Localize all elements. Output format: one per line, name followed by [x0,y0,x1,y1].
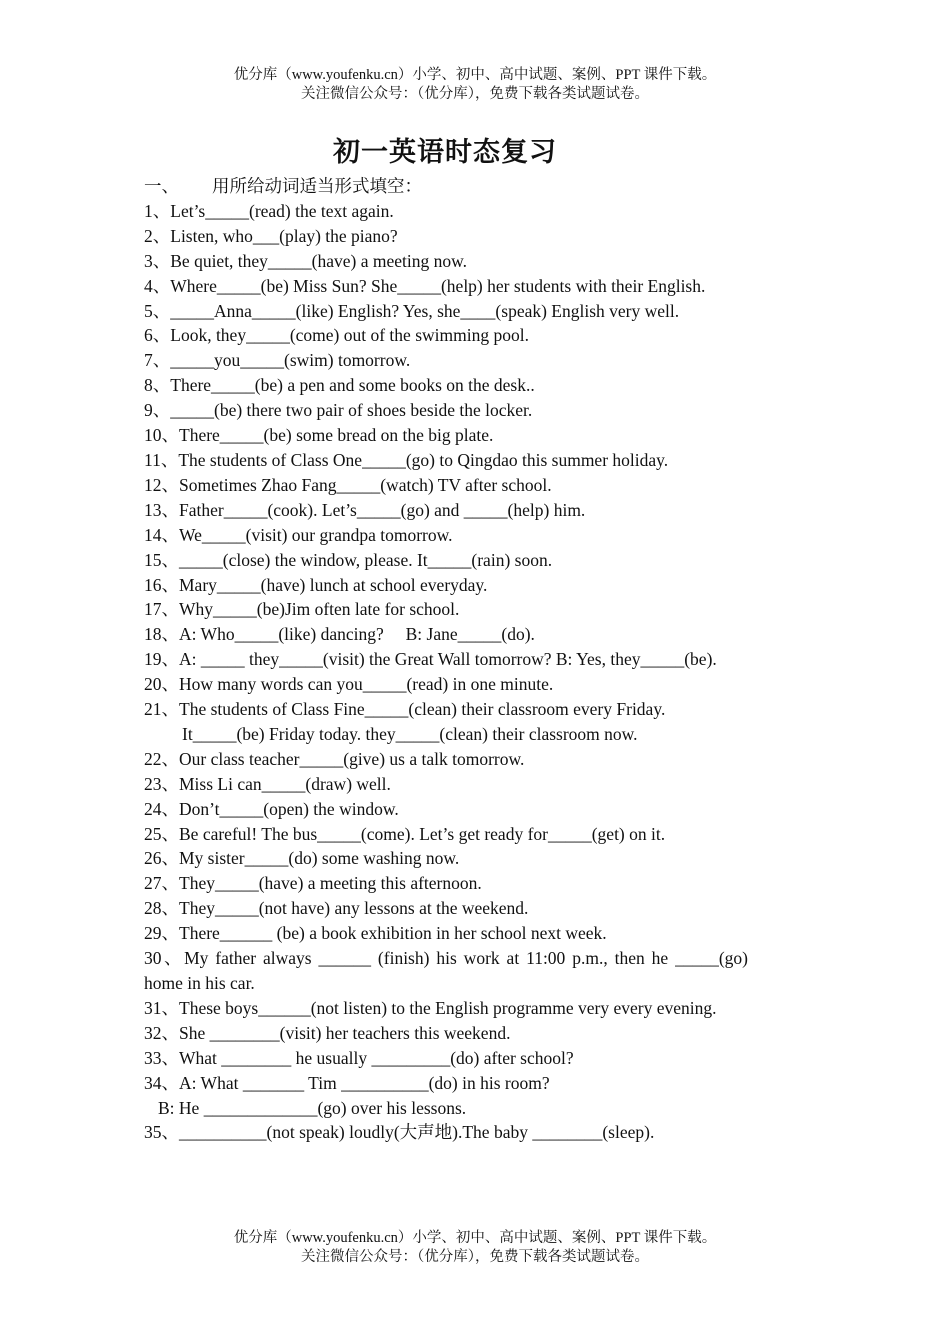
exercise-item: 22、Our class teacher_____(give) us a talk tomorrow. [144,748,525,769]
exercise-item: 6、Look, they_____(come) out of the swimming pool. [144,325,529,346]
exercise-item: 16、Mary_____(have) lunch at school everyday. [144,574,488,595]
exercise-item: 20、How many words can you_____(read) in one minute. [144,674,554,695]
footer-line-2: 关注微信公众号：（优分库），免费下载各类试题试卷。 [301,1249,649,1265]
exercise-item: 18、A: Who_____(like) dancing? B: Jane_____(do). [144,624,535,645]
exercise-item: 21、The students of Class Fine_____(clean) their classroom every Friday. [144,699,666,720]
exercise-item: 26、My sister_____(do) some washing now. [144,848,460,869]
section-heading [144,174,748,199]
exercise-item: 5、_____Anna_____(like) English? Yes, she____(speak) English very well. [144,300,680,321]
exercise-item: 30、My father always ______ (finish) his work at 11:00 p.m., then he _____(go) home in his car. [144,948,748,993]
page-title: 初一英语时态复习 [333,137,557,167]
page-header [0,66,950,104]
exercise-item: 29、There______ (be) a book exhibition in her school next week. [144,923,607,944]
exercise-item-continuation: It_____(be) Friday today. they_____(clean) their classroom now. [182,723,638,744]
exercise-item: 35、__________(not speak) loudly(大声地).The baby ________(sleep). [144,1122,655,1143]
exercise-item-continuation: B: He _____________(go) over his lessons. [158,1097,467,1118]
page-footer [0,1229,950,1267]
exercise-item: 31、These boys______(not listen) to the English programme very every evening. [144,997,717,1018]
header-line-1: 优分库（www.youfenku.cn）小学、初中、高中试题、案例、PPT 课件下载。 [233,67,717,83]
exercise-item: 11、The students of Class One_____(go) to Qingdao this summer holiday. [144,449,669,470]
exercise-item: 14、We_____(visit) our grandpa tomorrow. [144,524,453,545]
exercise-item: 13、Father_____(cook). Let’s_____(go) and _____(help) him. [144,499,586,520]
exercise-item: 27、They_____(have) a meeting this afternoon. [144,873,482,894]
exercise-item: 32、She ________(visit) her teachers this weekend. [144,1022,511,1043]
exercise-item: 24、Don’t_____(open) the window. [144,798,399,819]
footer-line-1: 优分库（www.youfenku.cn）小学、初中、高中试题、案例、PPT 课件下载。 [233,1230,717,1246]
exercise-content [144,174,748,1145]
exercise-item: 12、Sometimes Zhao Fang_____(watch) TV after school. [144,474,552,495]
exercise-item: 19、A: _____ they_____(visit) the Great Wall tomorrow? B: Yes, they_____(be). [144,649,717,670]
exercise-item: 10、There_____(be) some bread on the big plate. [144,425,494,446]
exercise-item: 4、Where_____(be) Miss Sun? She_____(help) her students with their English. [144,275,706,296]
header-line-2: 关注微信公众号：（优分库），免费下载各类试题试卷。 [301,86,649,102]
exercise-item: 17、Why_____(be)Jim often late for school. [144,599,460,620]
exercise-item: 23、Miss Li can_____(draw) well. [144,773,391,794]
section-number: 一、 [144,176,179,196]
exercise-item: 34、A: What _______ Tim __________(do) in his room? [144,1072,550,1093]
exercise-item: 33、What ________ he usually _________(do) after school? [144,1047,574,1068]
exercise-item: 7、_____you_____(swim) tomorrow. [144,350,411,371]
exercise-item: 15、_____(close) the window, please. It_____(rain) soon. [144,549,553,570]
exercise-item: 9、_____(be) there two pair of shoes beside the locker. [144,400,533,421]
exercise-item: 25、Be careful! The bus_____(come). Let’s get ready for_____(get) on it. [144,823,666,844]
exercise-item: 28、They_____(not have) any lessons at the weekend. [144,898,529,919]
section-instruction: 用所给动词适当形式填空： [212,176,422,196]
exercise-item: 3、Be quiet, they_____(have) a meeting now. [144,250,468,271]
exercise-item: 8、There_____(be) a pen and some books on the desk.. [144,375,535,396]
exercise-item: 1、Let’s_____(read) the text again. [144,200,394,221]
exercise-item: 2、Listen, who___(play) the piano? [144,225,398,246]
